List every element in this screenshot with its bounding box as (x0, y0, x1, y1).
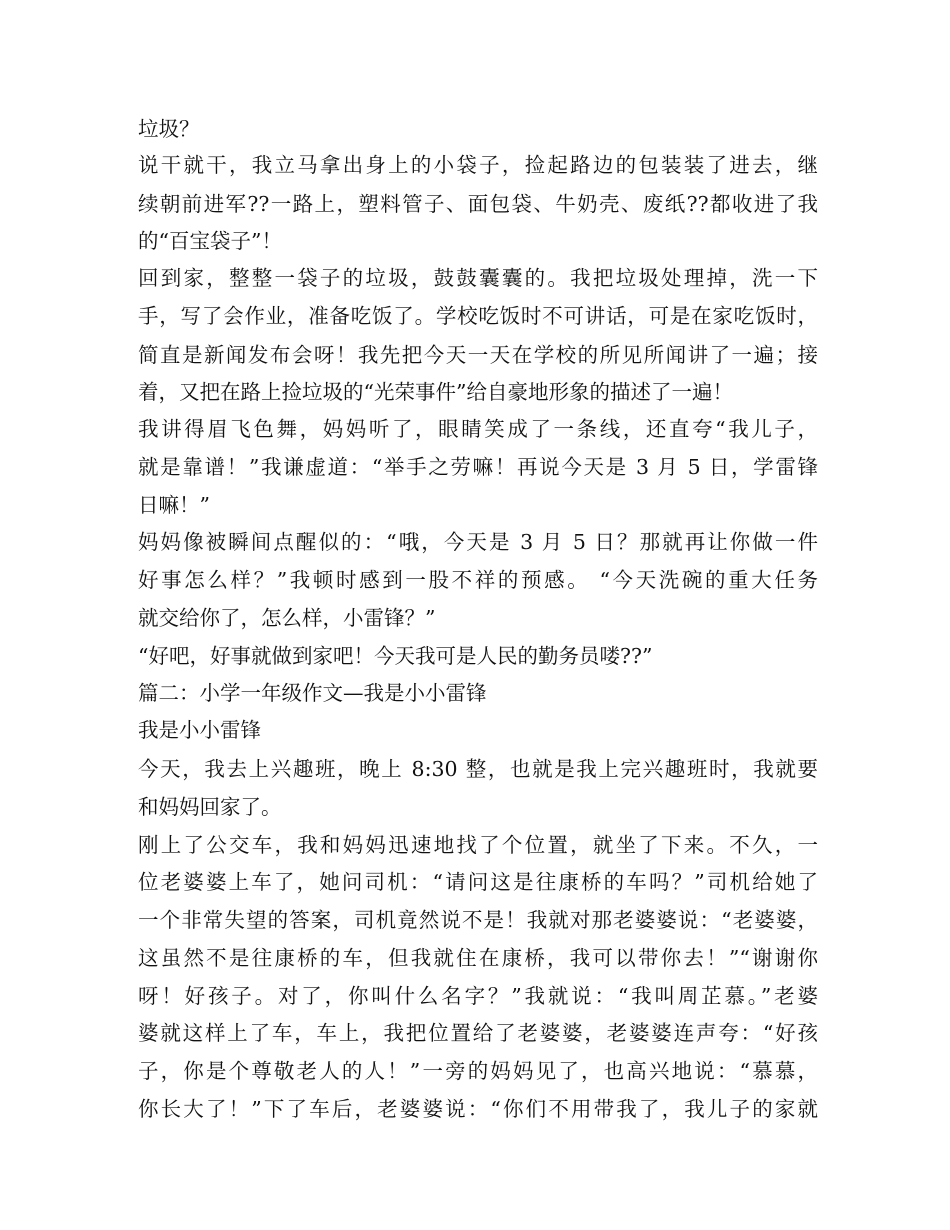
text-line: 就交给你了，怎么样，小雷锋？” (138, 606, 436, 630)
text-line: 回到家，整整一袋子的垃圾，鼓鼓囊囊的。我把垃圾处理掉，洗一下 (138, 266, 818, 290)
text-line: 手，写了会作业，准备吃饭了。学校吃饭时不可讲话，可是在家吃饭时， (138, 304, 818, 328)
text-line: 和妈妈回家了。 (138, 795, 282, 819)
text-line: 说干就干，我立马拿出身上的小袋子，捡起路边的包装装了进去，继 (138, 153, 818, 177)
text-line: 位老婆婆上车了，她问司机：“请问这是往康桥的车吗？”司机给她了 (138, 870, 818, 894)
text-line: 一个非常失望的答案，司机竟然说不是！我就对那老婆婆说：“老婆婆， (138, 908, 818, 932)
text-line: 我讲得眉飞色舞，妈妈听了，眼睛笑成了一条线，还直夸“我儿子， (138, 417, 818, 441)
text-line: 好事怎么样？”我顿时感到一股不祥的预感。 “今天洗碗的重大任务 (138, 568, 818, 592)
text-line: 日嘛！” (138, 493, 210, 517)
text-line: 婆就这样上了车，车上，我把位置给了老婆婆，老婆婆连声夸：“好孩 (138, 1021, 818, 1045)
text-line: “好吧，好事就做到家吧！今天我可是人民的勤务员喽??” (138, 644, 653, 668)
text-line: 刚上了公交车，我和妈妈迅速地找了个位置，就坐了下来。不久，一 (138, 833, 818, 857)
section-heading: 篇二：小学一年级作文—我是小小雷锋 (138, 681, 487, 705)
article-title: 我是小小雷锋 (138, 718, 261, 742)
text-line: 就是靠谱！”我谦虚道：“举手之劳嘛！再说今天是 3 月 5 日，学雷锋 (138, 455, 818, 479)
text-line: 子，你是个尊敬老人的人！”一旁的妈妈见了，也高兴地说：“慕慕， (138, 1059, 818, 1083)
text-line: 续朝前进军??一路上，塑料管子、面包袋、牛奶壳、废纸??都收进了我 (138, 192, 818, 216)
text-line: 垃圾？ (138, 117, 200, 141)
text-line: 的“百宝袋子”！ (138, 229, 282, 253)
text-line: 这虽然不是往康桥的车，但我就住在康桥，我可以带你去！”“谢谢你 (138, 946, 818, 970)
text-line: 妈妈像被瞬间点醒似的：“哦，今天是 3 月 5 日？那就再让你做一件 (138, 530, 818, 554)
text-line: 你长大了！”下了车后，老婆婆说：“你们不用带我了，我儿子的家就 (138, 1097, 818, 1121)
text-line: 着，又把在路上捡垃圾的“光荣事件”给自豪地形象的描述了一遍！ (138, 380, 733, 404)
text-line: 简直是新闻发布会呀！我先把今天一天在学校的所见所闻讲了一遍；接 (138, 343, 818, 367)
text-line: 今天，我去上兴趣班，晚上 8:30 整，也就是我上完兴趣班时，我就要 (138, 757, 818, 781)
text-line: 呀！好孩子。对了，你叫什么名字？”我就说：“我叫周芷慕。”老婆 (138, 984, 818, 1008)
